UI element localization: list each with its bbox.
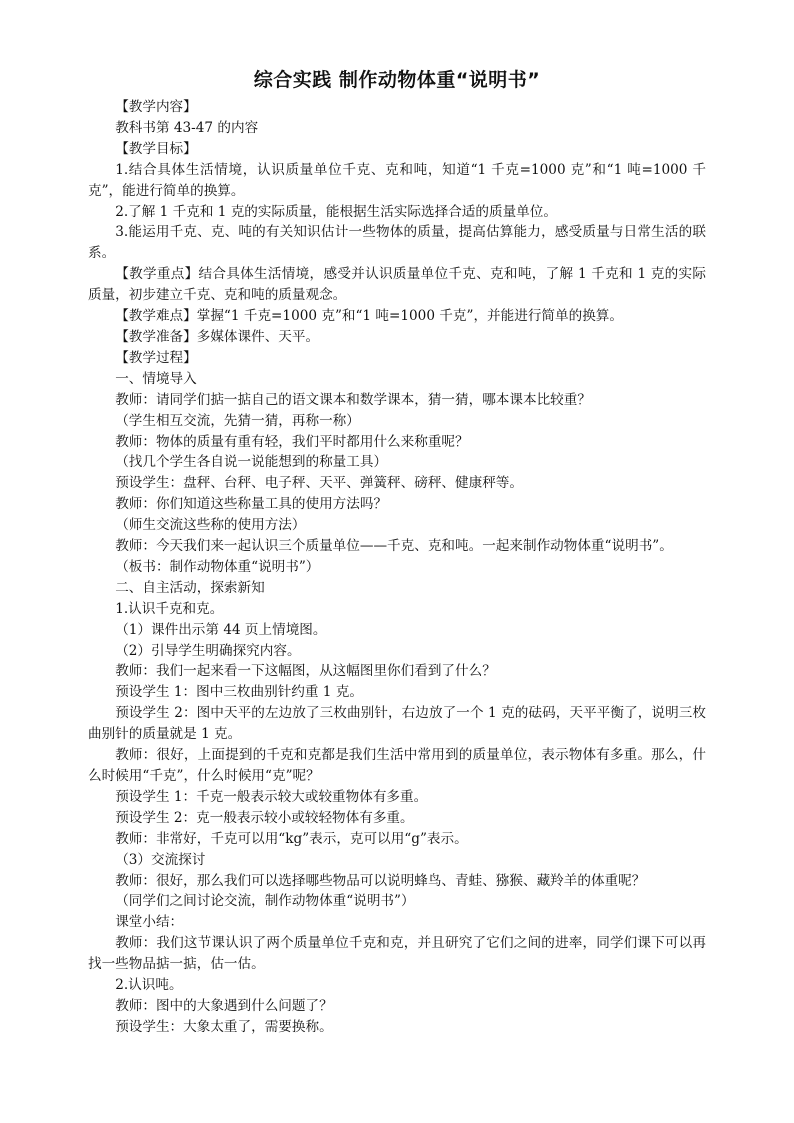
- section-heading-content: 【教学内容】: [115, 99, 197, 115]
- paragraph: 教师：很好，那么我们可以选择哪些物品可以说明蜂鸟、青蛙、猕猴、藏羚羊的体重呢？: [115, 872, 646, 889]
- paragraph: 2.了解 1 千克和 1 克的实际质量，能根据生活实际选择合适的质量单位。: [115, 203, 557, 220]
- paragraph: （3）交流探讨: [115, 851, 206, 868]
- paragraph: 1.认识千克和克。: [115, 600, 224, 617]
- paragraph: 教师：非常好，千克可以用“kg”表示，克可以用“g”表示。: [115, 830, 468, 847]
- paragraph: （同学们之间讨论交流，制作动物体重“说明书”）: [115, 893, 415, 910]
- paragraph: 教师：我们这节课认识了两个质量单位千克和克，并且研究了它们之间的进率，同学们课下可以再找一些物品掂一掂，估一估。: [88, 935, 706, 973]
- paragraph-difficulties: 【教学难点】掌握“1 千克=1000 克”和“1 吨=1000 千克”，并能进行简单的换算。: [115, 308, 623, 325]
- paragraph: （板书：制作动物体重“说明书”）: [115, 558, 320, 575]
- subsection-heading: 一、情境导入: [115, 370, 197, 387]
- section-heading-objectives: 【教学目标】: [115, 140, 197, 157]
- paragraph: 教科书第 43-47 的内容: [115, 119, 259, 136]
- paragraph: 教师：图中的大象遇到什么问题了？: [115, 997, 333, 1014]
- paragraph: （学生相互交流，先猜一猜，再称一称）: [115, 412, 360, 429]
- paragraph: 教师：物体的质量有重有轻，我们平时都用什么来称重呢？: [115, 433, 469, 450]
- paragraph: 教师：今天我们来一起认识三个质量单位——千克、克和吨。一起来制作动物体重“说明书”。: [115, 538, 673, 555]
- document-body: [88, 97, 706, 1038]
- paragraph: 3.能运用千克、克、吨的有关知识估计一些物体的质量，提高估算能力，感受质量与日常生活的联系。: [88, 224, 706, 262]
- paragraph: 预设学生 2：图中天平的左边放了三枚曲别针，右边放了一个 1 克的砝码，天平平衡了，说明三枚曲别针的质量就是 1 克。: [88, 705, 706, 743]
- subsection-heading: 二、自主活动，探索新知: [115, 579, 265, 596]
- paragraph: （1）课件出示第 44 页上情境图。: [115, 621, 327, 638]
- paragraph: 2.认识吨。: [115, 977, 183, 994]
- paragraph: 预设学生：大象太重了，需要换称。: [115, 1018, 333, 1035]
- paragraph: 预设学生 1：千克一般表示较大或较重物体有多重。: [115, 788, 428, 805]
- paragraph: 预设学生 1：图中三枚曲别针约重 1 克。: [115, 684, 363, 701]
- paragraph-key-points: 【教学重点】结合具体生活情境，感受并认识质量单位千克、克和吨，了解 1 千克和 1 克的实际质量，初步建立千克、克和吨的质量观念。: [88, 266, 706, 304]
- document-title: 综合实践 制作动物体重“说明书”: [253, 69, 541, 91]
- paragraph: （师生交流这些称的使用方法）: [115, 517, 306, 534]
- paragraph: 预设学生：盘秤、台秤、电子秤、天平、弹簧秤、磅秤、健康秤等。: [115, 475, 523, 492]
- paragraph: 教师：你们知道这些称量工具的使用方法吗？: [115, 496, 388, 513]
- paragraph: 1.结合具体生活情境，认识质量单位千克、克和吨，知道“1 千克=1000 克”和“1 吨=1000 千克”，能进行简单的换算。: [88, 161, 706, 199]
- paragraph-preparation: 【教学准备】多媒体课件、天平。: [115, 328, 320, 345]
- paragraph: 教师：请同学们掂一掂自己的语文课本和数学课本，猜一猜，哪本课本比较重？: [115, 391, 591, 408]
- paragraph: 教师：很好，上面提到的千克和克都是我们生活中常用到的质量单位，表示物体有多重。那么，什么时候用“千克”，什么时候用“克”呢？: [88, 747, 706, 784]
- section-heading-process: 【教学过程】: [115, 349, 197, 366]
- paragraph: 预设学生 2：克一般表示较小或较轻物体有多重。: [115, 809, 414, 826]
- paragraph: 教师：我们一起来看一下这幅图，从这幅图里你们看到了什么？: [115, 663, 496, 680]
- paragraph: （找几个学生各自说一说能想到的称量工具）: [115, 454, 388, 471]
- paragraph: （2）引导学生明确探究内容。: [115, 642, 301, 659]
- paragraph: 课堂小结：: [115, 914, 184, 931]
